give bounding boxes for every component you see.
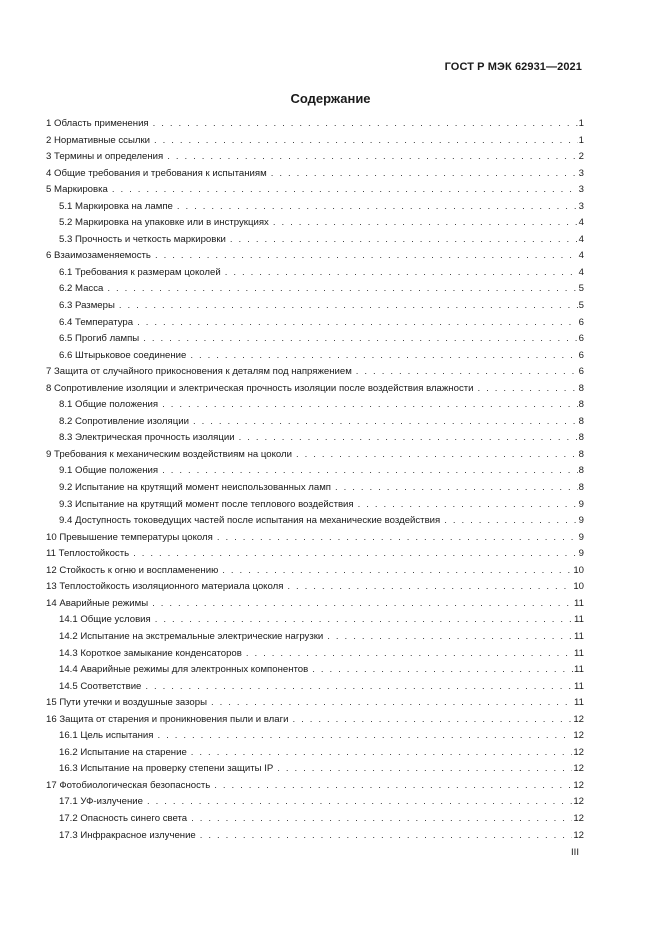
toc-entry-title: 6.3 Размеры (59, 300, 115, 312)
toc-entry[interactable] (46, 248, 584, 265)
toc-entry-title: 17 Фотобиологическая безопасность (46, 779, 211, 791)
toc-entry[interactable] (46, 414, 584, 431)
toc-leader-dots (327, 629, 573, 646)
toc-leader-dots (225, 265, 578, 282)
toc-leader-dots (211, 695, 573, 712)
toc-entry-title: 9.1 Общие положения (59, 465, 159, 477)
toc-entry[interactable] (46, 596, 584, 613)
toc-leader-dots (162, 397, 578, 414)
toc-entry-title: 9.4 Доступность токоведущих частей после испытания на механические воздействия (59, 515, 441, 527)
toc-leader-dots (287, 579, 572, 596)
toc-entry-title: 15 Пути утечки и воздушные зазоры (46, 697, 207, 709)
toc-leader-dots (335, 480, 578, 497)
toc-entry[interactable] (46, 133, 584, 150)
toc-entry[interactable] (46, 612, 584, 629)
toc-leader-dots (444, 513, 577, 530)
toc-entry[interactable] (46, 281, 584, 298)
toc-entry-page: 9 (578, 498, 584, 510)
toc-entry-page: 11 (574, 614, 584, 626)
toc-entry-page: 1 (578, 118, 584, 129)
toc-entry-title: 6 Взаимозаменяемость (46, 250, 151, 262)
toc-leader-dots (155, 248, 578, 265)
toc-entry-page: 12 (573, 829, 584, 841)
toc-leader-dots (177, 199, 578, 216)
toc-entry[interactable] (46, 695, 584, 712)
toc-entry-page: 4 (578, 250, 584, 262)
toc-entry-title: 6.2 Масса (59, 283, 104, 295)
toc-leader-dots (191, 745, 573, 762)
toc-entry-page: 8 (578, 415, 584, 427)
page-title: Содержание (290, 91, 371, 106)
toc-entry-title: 9.3 Испытание на крутящий момент после теплового воздействия (59, 498, 354, 510)
toc-entry[interactable] (46, 381, 584, 398)
toc-leader-dots (190, 348, 577, 365)
toc-entry-title: 14.5 Соответствие (59, 680, 142, 692)
toc-entry-title: 11 Теплостойкость (46, 548, 130, 560)
toc-leader-dots (155, 612, 573, 629)
toc-leader-dots (137, 315, 578, 332)
toc-entry[interactable] (46, 629, 584, 646)
toc-entry-title: 1 Область применения (46, 118, 149, 129)
toc-entry-title: 14.1 Общие условия (59, 614, 151, 626)
toc-entry[interactable] (46, 579, 584, 596)
toc-entry-page: 6 (578, 316, 584, 328)
toc-entry-page: 12 (573, 713, 584, 725)
toc-entry-page: 4 (578, 266, 584, 278)
toc-entry-page: 11 (574, 680, 584, 692)
toc-entry-title: 5.2 Маркировка на упаковке или в инструкциях (59, 217, 269, 229)
toc-entry-title: 16.1 Цель испытания (59, 730, 154, 742)
toc-entry-page: 5 (578, 300, 584, 312)
toc-entry-title: 6.4 Температура (59, 316, 134, 328)
toc-entry[interactable] (46, 794, 584, 811)
toc-entry-page: 8 (578, 382, 584, 394)
toc-leader-dots (200, 828, 573, 845)
toc-entry[interactable] (46, 447, 584, 464)
toc-leader-dots (157, 728, 572, 745)
toc-entry[interactable] (46, 149, 584, 166)
toc-entry-page: 8 (578, 482, 584, 494)
toc-entry-title: 14 Аварийные режимы (46, 597, 149, 609)
toc-entry-title: 5.1 Маркировка на лампе (59, 200, 173, 212)
toc-entry-page: 6 (578, 349, 584, 361)
toc-entry[interactable] (46, 712, 584, 729)
toc-leader-dots (191, 811, 572, 828)
toc-entry[interactable] (46, 728, 584, 745)
toc-entry[interactable] (46, 199, 584, 216)
toc-entry[interactable] (46, 215, 584, 232)
toc-entry-page: 11 (574, 664, 584, 676)
toc-entry-page: 12 (573, 779, 584, 791)
toc-entry-title: 12 Стойкость к огню и воспламенению (46, 564, 219, 576)
toc-leader-dots (312, 662, 573, 679)
toc-entry[interactable] (46, 679, 584, 696)
toc-entry-page: 12 (573, 763, 584, 775)
toc-entry[interactable] (46, 331, 584, 348)
toc-entry-page: 8 (578, 432, 584, 444)
toc-leader-dots (133, 546, 578, 563)
toc-entry-title: 3 Термины и определения (46, 151, 164, 163)
toc-entry-page: 9 (578, 515, 584, 527)
toc-entry-title: 7 Защита от случайного прикосновения к деталям под напряжением (46, 366, 352, 378)
toc-leader-dots (119, 298, 578, 315)
toc-entry-page: 9 (578, 548, 584, 560)
toc-entry[interactable] (46, 530, 584, 547)
toc-entry-page: 8 (578, 399, 584, 411)
toc-entry-title: 10 Превышение температуры цоколя (46, 531, 213, 543)
toc-entry[interactable] (46, 315, 584, 332)
toc-leader-dots (271, 166, 578, 183)
toc-entry[interactable] (46, 761, 584, 778)
toc-entry-page: 11 (574, 597, 584, 609)
toc-leader-dots (292, 712, 572, 729)
toc-entry-title: 14.2 Испытание на экстремальные электрические нагрузки (59, 630, 324, 642)
toc-entry-page: 11 (574, 697, 584, 709)
toc-entry[interactable] (46, 463, 584, 480)
toc-leader-dots (145, 679, 573, 696)
toc-entry-page: 3 (578, 200, 584, 212)
toc-entry-title: 17.1 УФ-излучение (59, 796, 143, 808)
toc-entry-title: 13 Теплостойкость изоляционного материала цоколя (46, 581, 284, 593)
toc-leader-dots (152, 596, 573, 613)
toc-leader-dots (167, 149, 577, 166)
toc-leader-dots (162, 463, 578, 480)
toc-entry-page: 5 (578, 283, 584, 295)
toc-entry-title: 16 Защита от старения и проникновения пыли и влаги (46, 713, 289, 725)
toc-entry-page: 3 (578, 184, 584, 196)
toc-entry-title: 17.2 Опасность синего света (59, 812, 188, 824)
toc-entry[interactable] (46, 811, 584, 828)
toc-entry[interactable] (46, 778, 584, 795)
toc-leader-dots (193, 414, 578, 431)
toc-entry-title: 8.3 Электрическая прочность изоляции (59, 432, 235, 444)
toc-entry-page: 11 (574, 630, 584, 642)
toc-entry-title: 6.1 Требования к размерам цоколей (59, 266, 221, 278)
toc-leader-dots (143, 331, 577, 348)
toc-leader-dots (358, 497, 578, 514)
toc-entry[interactable] (46, 116, 584, 133)
toc-leader-dots (356, 364, 578, 381)
toc-entry[interactable] (46, 563, 584, 580)
toc-leader-dots (112, 182, 578, 199)
toc-entry[interactable] (46, 828, 584, 845)
toc-leader-dots (239, 430, 578, 447)
toc-leader-dots (296, 447, 578, 464)
toc-entry[interactable] (46, 513, 584, 530)
toc-leader-dots (217, 530, 578, 547)
toc-entry-page: 10 (573, 581, 584, 593)
page-number: III (571, 847, 579, 858)
toc-leader-dots (107, 281, 577, 298)
toc-entry-title: 8 Сопротивление изоляции и электрическая прочность изоляции после воздействия влажности (46, 382, 474, 394)
toc-leader-dots (273, 215, 578, 232)
toc-entry[interactable] (46, 298, 584, 315)
toc-entry-title: 17.3 Инфракрасное излучение (59, 829, 196, 841)
toc-entry[interactable] (46, 662, 584, 679)
toc-entry[interactable] (46, 745, 584, 762)
toc-leader-dots (147, 794, 572, 811)
toc-entry-title: 6.6 Штырьковое соединение (59, 349, 187, 361)
toc-leader-dots (222, 563, 572, 580)
toc-entry-title: 6.5 Прогиб лампы (59, 333, 140, 345)
document-standard-number: ГОСТ Р МЭК 62931—2021 (444, 61, 582, 73)
toc-leader-dots (277, 761, 572, 778)
toc-entry[interactable] (46, 397, 584, 414)
toc-entry-title: 14.4 Аварийные режимы для электронных компонентов (59, 664, 309, 676)
toc-entry-page: 3 (578, 167, 584, 179)
toc-leader-dots (246, 646, 573, 663)
toc-entry-page: 8 (578, 448, 584, 460)
toc-entry[interactable] (46, 348, 584, 365)
toc-leader-dots (230, 232, 578, 249)
toc-entry-page: 12 (573, 746, 584, 758)
toc-entry[interactable] (46, 265, 584, 282)
toc-entry-title: 5 Маркировка (46, 184, 108, 196)
toc-entry-title: 8.2 Сопротивление изоляции (59, 415, 189, 427)
toc-entry[interactable] (46, 646, 584, 663)
toc-entry[interactable] (46, 232, 584, 249)
toc-entry-title: 9.2 Испытание на крутящий момент неиспользованных ламп (59, 482, 332, 494)
table-of-contents (46, 116, 584, 844)
toc-entry-title: 5.3 Прочность и четкость маркировки (59, 233, 226, 245)
toc-entry-page: 1 (578, 134, 584, 146)
toc-entry-page: 4 (578, 217, 584, 229)
toc-leader-dots (154, 133, 578, 150)
toc-leader-dots (153, 116, 578, 133)
toc-entry[interactable] (46, 497, 584, 514)
toc-entry-title: 2 Нормативные ссылки (46, 134, 151, 146)
toc-entry-page: 4 (578, 233, 584, 245)
toc-entry-title: 4 Общие требования и требования к испытаниям (46, 167, 267, 179)
toc-entry-page: 6 (578, 366, 584, 378)
toc-leader-dots (478, 381, 578, 398)
toc-entry-title: 9 Требования к механическим воздействиям на цоколи (46, 448, 292, 460)
toc-entry-page: 11 (574, 647, 584, 659)
toc-entry-page: 12 (573, 812, 584, 824)
toc-entry[interactable] (46, 480, 584, 497)
toc-entry[interactable] (46, 182, 584, 199)
toc-entry-page: 9 (578, 531, 584, 543)
toc-entry-title: 8.1 Общие положения (59, 399, 159, 411)
toc-entry-page: 6 (578, 333, 584, 345)
toc-entry-title: 14.3 Короткое замыкание конденсаторов (59, 647, 242, 659)
toc-entry[interactable] (46, 430, 584, 447)
toc-entry[interactable] (46, 166, 584, 183)
toc-entry-page: 12 (573, 730, 584, 742)
toc-entry-title: 16.2 Испытание на старение (59, 746, 187, 758)
toc-entry-page: 2 (578, 151, 584, 163)
toc-leader-dots (214, 778, 572, 795)
toc-entry-page: 8 (578, 465, 584, 477)
toc-entry-title: 16.3 Испытание на проверку степени защиты IP (59, 763, 274, 775)
toc-entry[interactable] (46, 546, 584, 563)
toc-entry[interactable] (46, 364, 584, 381)
toc-entry-page: 10 (573, 564, 584, 576)
toc-entry-page: 12 (573, 796, 584, 808)
